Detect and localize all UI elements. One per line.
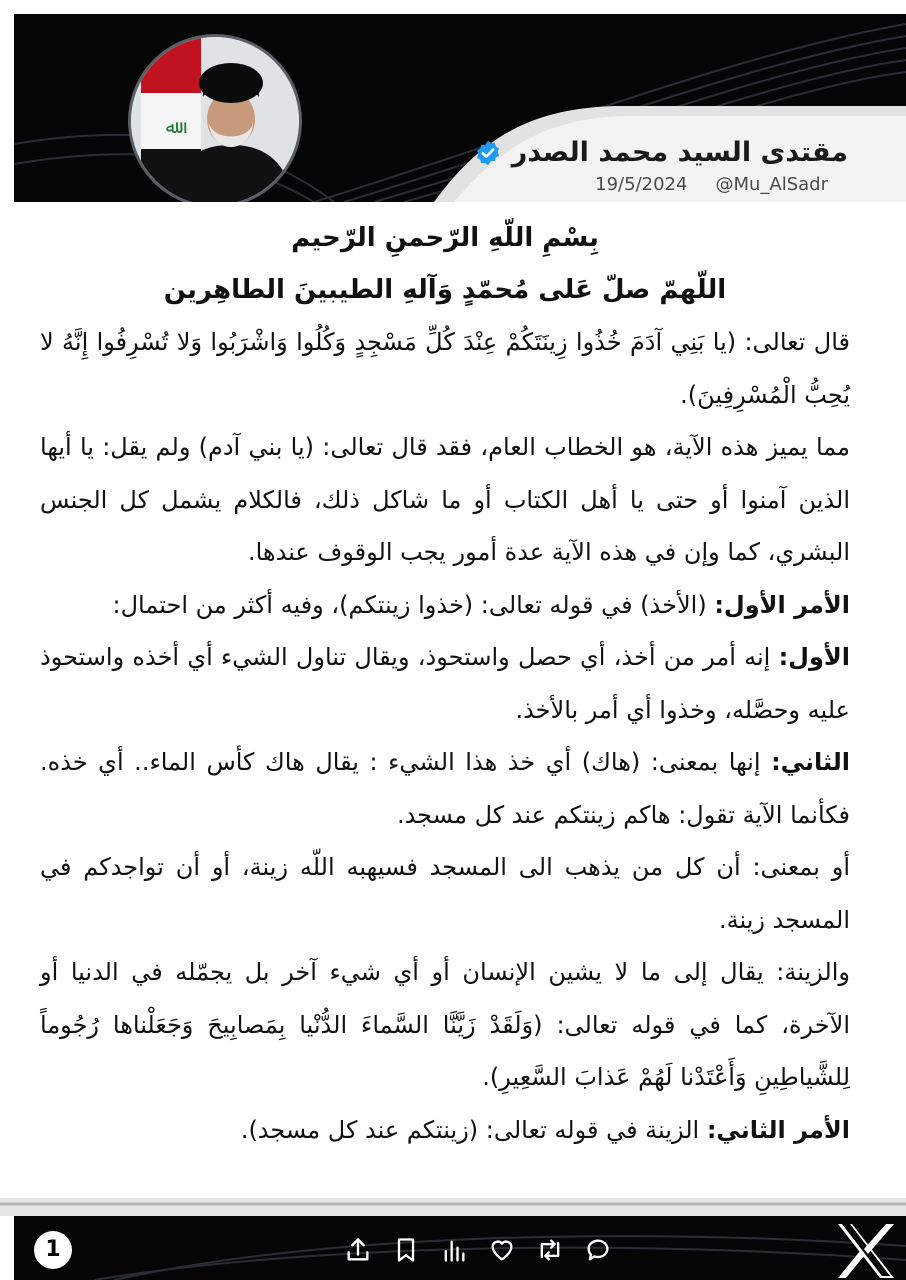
like-icon[interactable] [488, 1236, 516, 1264]
author-name-row [474, 137, 848, 168]
salawat: اللّهمّ صلّ عَلى مُحمّدٍ وَآلهِ الطيبينَ الطاهِرين [163, 275, 727, 305]
paragraph-8 [40, 1104, 850, 1157]
paragraph-6: أو بمعنى: أن كل من يذهب الى المسجد فسيهبه اللّه زينة، أو أن تواجدكم في المسجد زينة. [40, 853, 850, 934]
paragraph-8-label: الأمر الثاني: [706, 1115, 850, 1144]
post-header [14, 14, 906, 202]
paragraph-4-label: الأول: [778, 643, 850, 671]
paragraph-8-text: الزينة في قوله تعالى: (زينتكم عند كل مسجد). [240, 1115, 707, 1144]
paragraph-1: قال تعالى: (يا بَنِي آدَمَ خُذُوا زِينَتَكُمْ عِنْدَ كُلِّ مَسْجِدٍ وَكُلُوا وَاشْرَبُوا وَلا تُسْرِفُوا إِنَّهُ لا يُحِبُّ الْمُسْرِفِينَ). [40, 328, 850, 409]
paragraph-5 [40, 736, 850, 841]
action-bar [344, 1236, 612, 1264]
paragraph-7: والزينة: يقال إلى ما لا يشين الإنسان أو أي شيء آخر بل يجمّله في الدنيا أو الآخرة، كما في قوله تعالى: (وَلَقَدْ زَيَّنَّا السَّماءَ الدُّنْيا بِمَصابِيحَ وَجَعَلْناها رُجُوماً لِلشَّياطِينِ وَأَعْتَدْنا لَهُمْ عَذابَ السَّعِيرِ). [40, 958, 850, 1091]
bookmark-icon[interactable] [392, 1236, 420, 1264]
share-icon[interactable] [344, 1236, 372, 1264]
paragraph-3 [40, 579, 850, 632]
avatar-photo [131, 37, 299, 202]
paragraph-5-text: إنها بمعنى: (هاك) أي خذ هذا الشيء : يقال هاك كأس الماء.. أي خذه. فكأنما الآية تقول: هاكم زينتكم عند كل مسجد. [40, 748, 850, 829]
svg-text:ﷲ: ﷲ [165, 117, 177, 138]
reply-icon[interactable] [584, 1236, 612, 1264]
post-body [40, 212, 850, 1156]
post-date: 19/5/2024 [595, 174, 688, 195]
paragraph-4-text: إنه أمر من أخذ، أي حصل واستحوذ، ويقال تناول الشيء أي أخذه واستحوذ عليه وحصَّله، وخذوا أي أمر بالأخذ. [40, 643, 850, 724]
paragraph-3-text: (الأخذ) في قوله تعالى: (خذوا زينتكم)، وفيه أكثر من احتمال: [112, 590, 715, 619]
footer-divider [0, 1194, 906, 1216]
verified-badge-icon [474, 139, 502, 167]
paragraph-3-label: الأمر الأول: [714, 590, 850, 619]
page-number: 1 [34, 1231, 72, 1269]
views-icon[interactable] [440, 1236, 468, 1264]
author-display-name[interactable]: مقتدى السيد محمد الصدر [511, 137, 848, 168]
paragraph-4 [40, 631, 850, 736]
avatar[interactable] [128, 34, 302, 202]
author-handle[interactable]: @Mu_AlSadr [715, 174, 828, 195]
basmala: بِسْمِ اللّهِ الرّحمنِ الرّحيم [291, 223, 599, 253]
repost-icon[interactable] [536, 1236, 564, 1264]
paragraph-2: مما يميز هذه الآية، هو الخطاب العام، فقد قال تعالى: (يا بني آدم) ولم يقل: يا أيها الذين آمنوا أو حتى يا أهل الكتاب أو ما شاكل ذلك، فالكلام يشمل كل الجنس البشري، كما وإن في هذه الآية عدة أمور يجب الوقوف عندها. [40, 433, 850, 566]
post-footer [14, 1216, 906, 1280]
x-logo-icon[interactable] [834, 1222, 898, 1280]
post-meta [595, 174, 828, 195]
paragraph-5-label: الثاني: [771, 748, 850, 776]
